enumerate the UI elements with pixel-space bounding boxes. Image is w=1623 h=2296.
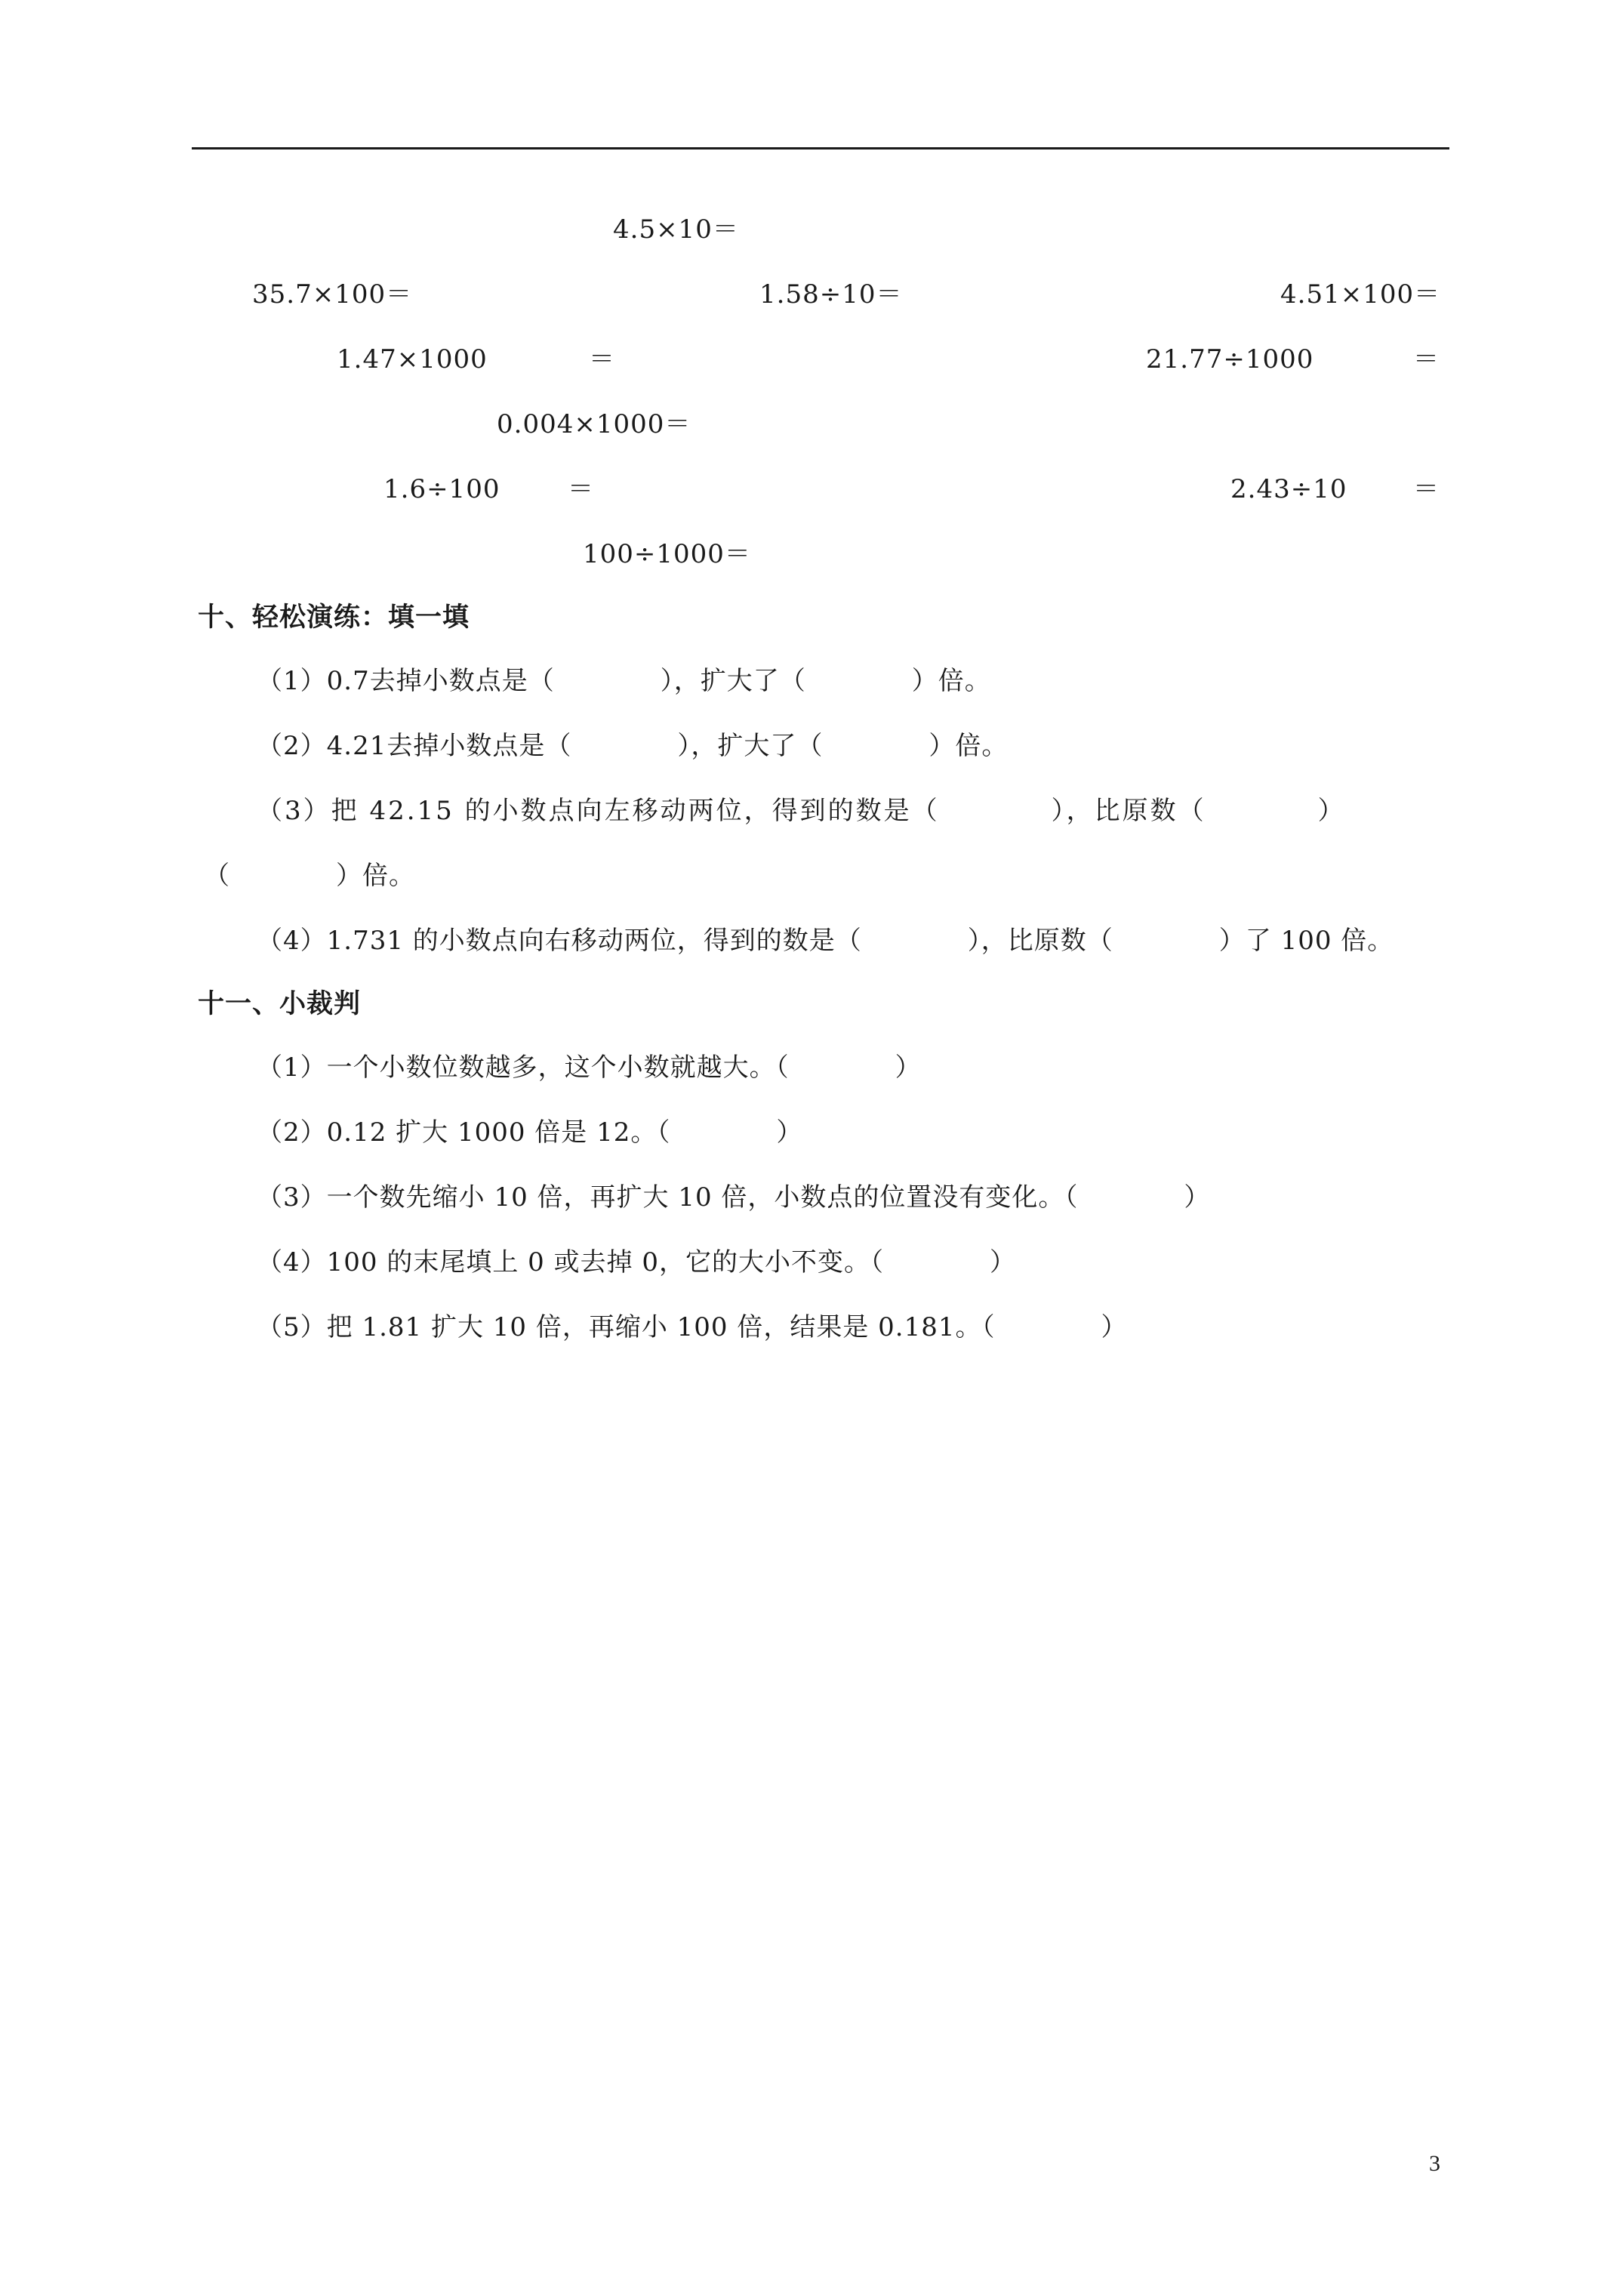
calc-1-58div10: 1.58÷10＝ [759,279,903,310]
calc-2-43div10-equals: ＝ [1413,474,1440,504]
section-10-question-4: （4）1.731 的小数点向右移动两位，得到的数是（ ），比原数（ ）了 100 倍。 [257,926,1394,956]
section-11-question-4: （4）100 的末尾填上 0 或去掉 0，它的大小不变。（ ） [257,1247,1017,1277]
calc-1-47x1000: 1.47×1000 [337,344,488,374]
calc-21-77div1000: 21.77÷1000 [1146,344,1314,374]
calc-1-6div100: 1.6÷100 [383,474,500,504]
header-rule [192,147,1449,149]
section-10-question-1: （1）0.7去掉小数点是（ ），扩大了（ ）倍。 [257,666,991,696]
calc-2-43div10: 2.43÷10 [1230,474,1347,504]
section-10-title: 十、轻松演练：填一填 [198,603,470,633]
calc-1-6div100-equals: ＝ [568,474,594,504]
calc-21-77div1000-equals: ＝ [1413,344,1440,374]
calc-35-7x100: 35.7×100＝ [252,279,413,310]
section-10-question-3-line-2: （ ）倍。 [204,861,415,891]
section-11-title: 十一、小裁判 [198,989,362,1019]
calc-4-51x100: 4.51×100＝ [1280,279,1441,310]
section-11-question-1: （1）一个小数位数越多，这个小数就越大。（ ） [257,1052,922,1083]
calc-0-004x1000: 0.004×1000＝ [497,409,691,439]
section-10-question-2: （2）4.21去掉小数点是（ ），扩大了（ ）倍。 [257,731,1009,761]
calc-4-5x10: 4.5×10＝ [613,214,739,245]
calc-100div1000: 100÷1000＝ [583,539,751,569]
section-11-question-2: （2）0.12 扩大 1000 倍是 12。（ ） [257,1117,803,1148]
section-10-question-3-line-1: （3）把 42.15 的小数点向左移动两位，得到的数是（ ），比原数（ ） [257,796,1346,826]
section-11-question-5: （5）把 1.81 扩大 10 倍，再缩小 100 倍，结果是 0.181。（ ） [257,1312,1128,1342]
calc-1-47x1000-equals: ＝ [589,344,615,374]
section-11-question-3: （3）一个数先缩小 10 倍，再扩大 10 倍，小数点的位置没有变化。（ ） [257,1182,1211,1213]
page-number: 3 [1429,2151,1440,2176]
